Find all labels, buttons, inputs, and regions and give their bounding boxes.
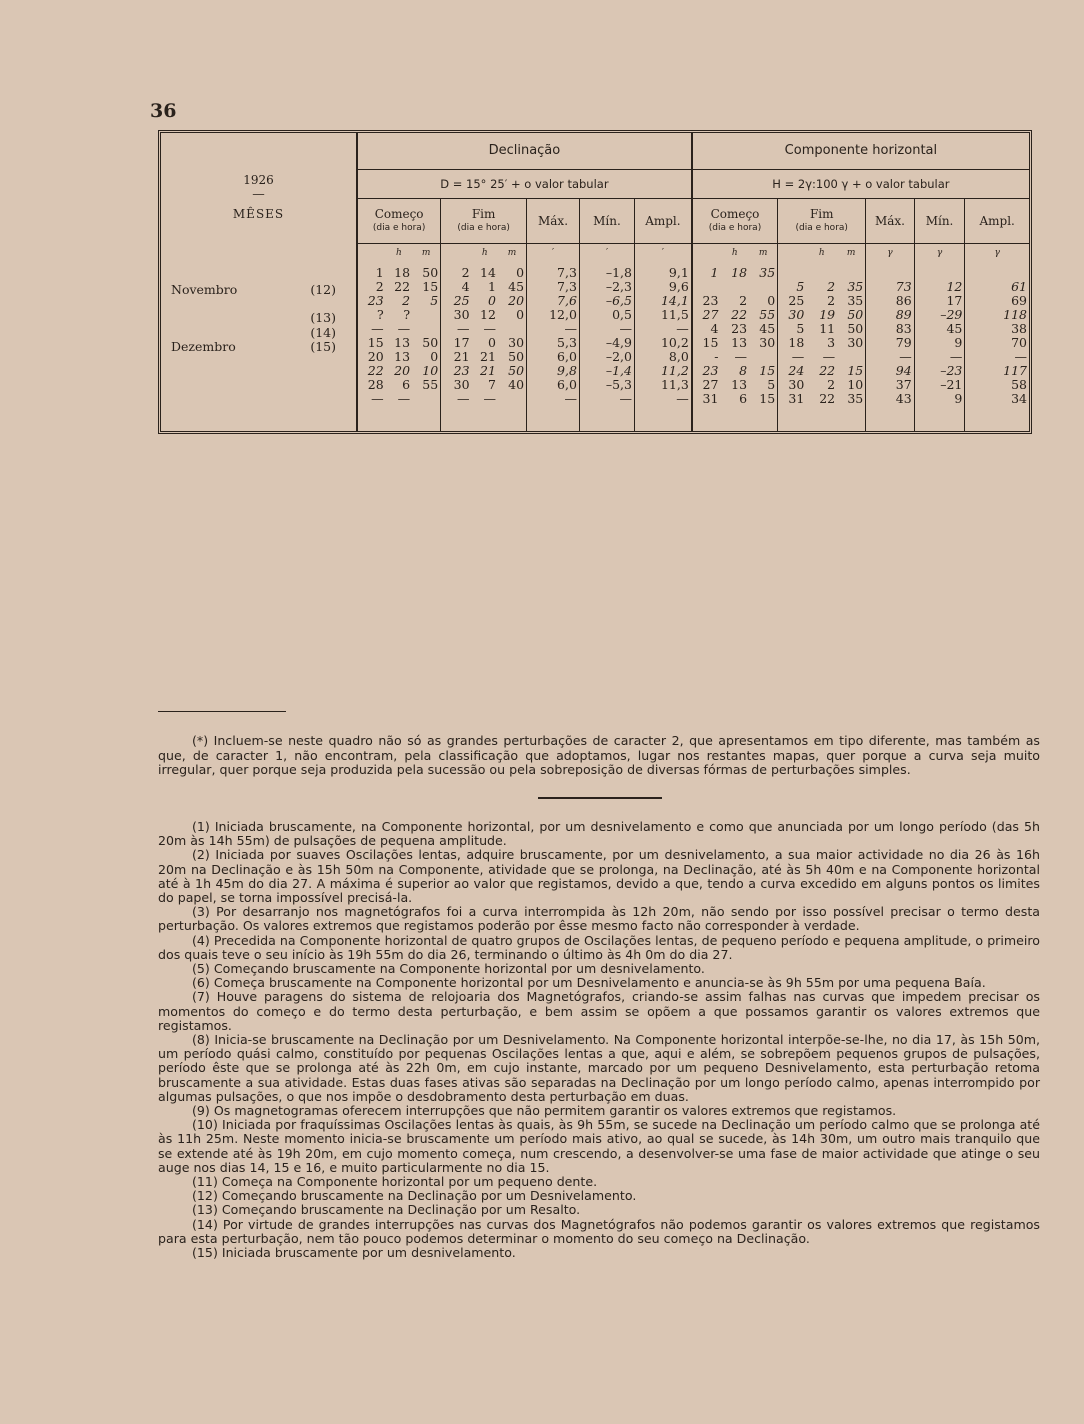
table-cell: 12 [946, 279, 963, 294]
table-cell: 40 [508, 377, 525, 392]
table-cell: 20 [367, 349, 384, 364]
table-cell: 9,8 [557, 363, 577, 378]
month-label-row [171, 297, 336, 311]
table-cell: 7,3 [557, 265, 577, 280]
table-cell: 30 [508, 335, 525, 350]
column-h-min [914, 262, 965, 431]
table-cell: 2 [402, 293, 411, 308]
table-cell: 2 [461, 265, 470, 280]
table-cell: 35 [847, 293, 864, 308]
table-cell: 0 [488, 293, 496, 308]
table-cell: — [822, 349, 836, 364]
footnote-star: (*) Incluem-se neste quadro não só as grandes perturbações de caracter 2, que apresentamos em tipo diferente, mas também as que, de caracter 1, não encontram, pela classificação que adoptamos, lugar nos restantes mapas, quer porque a curva seja muito irregular, quer porque seja produzida pela sucessão ou pela sobreposição de diversas fórmas de perturbações simples. [158, 733, 1040, 778]
column-h-cm [749, 262, 778, 431]
month-label-row [171, 340, 336, 354]
perturbations-table [158, 130, 1032, 434]
table-cell: — [1014, 349, 1027, 364]
table-cell: — [397, 321, 411, 336]
table-cell: 15 [422, 279, 439, 294]
table-cell: 23 [367, 293, 384, 308]
table-cell: 55 [759, 307, 776, 322]
table-cell: 22 [731, 307, 748, 322]
table-cell: — [734, 349, 748, 364]
table-cell: 18 [394, 265, 411, 280]
table-cell: 28 [367, 377, 384, 392]
table-cell: — [483, 391, 496, 406]
note-item: (8) Inicia-se bruscamente na Declinação por um Desnivelamento. Na Componente horizontal interpõe-se-lhe, no dia 17, às 15h 50m, um período quási calmo, constituído por pequenas Oscilações lentas a que, aqui e além, se sobrepõem pequenos grupos de pulsações, período êste que se prolonga até às 22h 0m, em cujo instante, marcado por um pequeno Desnivelamento, esta perturbação retoma bruscamente a sua atividade. Estas duas fases ativas são separadas na Declinação por um longo período calmo, apenas interrompido por algumas pulsações, o que nos impõe o desdobramento desta perturbação em duas. [158, 1032, 1040, 1104]
table-cell: 0 [430, 349, 439, 364]
table-cell: 34 [1011, 391, 1027, 406]
table-cell: 15 [759, 391, 776, 406]
table-cell: 8 [739, 363, 748, 378]
table-cell: 43 [895, 391, 912, 406]
table-cell: — [371, 321, 384, 336]
table-cell: 50 [422, 335, 439, 350]
column-d-fd [441, 262, 472, 431]
horizontal-ampl-header: Ampl. [965, 199, 1029, 244]
table-cell: 22 [394, 279, 411, 294]
table-cell [722, 280, 747, 294]
table-cell: 35 [759, 265, 776, 280]
table-cell [868, 266, 911, 280]
table-cell: 23 [702, 363, 719, 378]
table-cell: 6,0 [557, 377, 577, 392]
table-cell: 0 [767, 293, 776, 308]
table-cell: 24 [788, 363, 805, 378]
note-ref: (12) [310, 282, 336, 297]
column-d-amp [635, 262, 692, 431]
month-name: Dezembro [171, 338, 236, 354]
table-cell: –23 [940, 363, 963, 378]
column-d-fm [498, 262, 527, 431]
table-cell [751, 350, 775, 364]
table-cell: 4 [710, 321, 719, 336]
table-cell: 9 [954, 335, 963, 350]
units-row: h m h m ′ ′ ′ h m h m γ γ γ [161, 244, 1029, 263]
table-cell: 9,6 [668, 279, 689, 294]
table-cell: 15 [702, 335, 719, 350]
month-labels [171, 283, 336, 354]
table-cell: 11 [819, 321, 836, 336]
table-cell: 94 [895, 363, 912, 378]
table-cell: 73 [895, 279, 912, 294]
table-cell: ? [403, 307, 411, 322]
table-cell: 10 [847, 377, 864, 392]
table-cell: 31 [702, 391, 719, 406]
table-cell: — [791, 349, 805, 364]
notes-divider [538, 797, 662, 799]
table-cell: 7,6 [557, 293, 577, 308]
horizontal-fim-header: Fim (dia e hora) [778, 199, 866, 244]
table-cell: 1 [488, 279, 496, 294]
column-h-max [866, 262, 914, 431]
table-cell: 58 [1011, 377, 1027, 392]
year-dash: — [252, 186, 265, 201]
table-cell: 10 [422, 363, 439, 378]
table-cell: — [676, 391, 689, 406]
table-cell: 45 [508, 279, 525, 294]
table-cell: — [371, 391, 384, 406]
months-label: MÊSES [232, 207, 285, 221]
note-item: (11) Começa na Componente horizontal por um pequeno dente. [192, 1174, 598, 1190]
table-cell: 17 [946, 293, 963, 308]
column-h-fd [778, 262, 807, 431]
column-d-cm [412, 262, 441, 431]
table-cell: 20 [508, 293, 525, 308]
table-cell: — [619, 321, 632, 336]
table-cell: 2 [827, 293, 836, 308]
table-cell: 50 [847, 321, 864, 336]
table-cell: –4,9 [605, 335, 632, 350]
column-h-fm [837, 262, 866, 431]
table-cell: –2,3 [605, 279, 632, 294]
table-cell [695, 280, 719, 294]
table-cell [414, 308, 438, 322]
table-cell: 8,0 [668, 349, 689, 364]
table-cell: — [457, 391, 470, 406]
table-cell: 45 [946, 321, 963, 336]
table-cell: 35 [847, 279, 864, 294]
month-label-row [171, 326, 336, 340]
note-item: (1) Iniciada bruscamente, na Componente horizontal, por um desnivelamento e como que anunciada por um longo período (das 5h 20m às 14h 55m) de pulsações de pequena amplitude. [158, 819, 1040, 849]
table-cell: 30 [788, 307, 805, 322]
note-item: (5) Começando bruscamente na Componente horizontal por um desnivelamento. [192, 961, 705, 977]
declinacao-fim-header: Fim (dia e hora) [441, 199, 527, 244]
note-ref: (14) [310, 324, 336, 340]
table-cell: 5 [796, 321, 805, 336]
table-cell: 23 [702, 293, 719, 308]
note-item: (15) Iniciada bruscamente por um desnivelamento. [192, 1245, 516, 1261]
note-item: (10) Iniciada por fraquíssimas Oscilações lentas às quais, às 9h 55m, se sucede na Declinação um período calmo que se prolonga até às 11h 25m. Neste momento inicia-se bruscamente um período mais ativo, ao qual se sucede, às 14h 30m, um outro mais tranquilo que se extende até às 19h 20m, em cujo momento começa, num crescendo, a desenvolver-se uma fase de maior actividade que atinge o seu auge nos dias 14, 15 e 16, e muito particularmente no dia 15. [158, 1117, 1040, 1175]
column-h-amp [965, 262, 1029, 431]
table-cell: 2 [375, 279, 384, 294]
column-d-ch [386, 262, 412, 431]
note-item: (7) Houve paragens do sistema de relojoaria dos Magnetógrafos, criando-se assim falhas nas curvas que impedem precisar os momentos do começo e do termo desta perturbação, e bem assim se opõem a que possamos garantir os valores extremos que registamos. [158, 989, 1040, 1033]
table-cell: 13 [394, 335, 411, 350]
table-cell [808, 266, 835, 280]
table-cell: 38 [1011, 321, 1027, 336]
table-cell [500, 322, 524, 336]
table-cell: — [397, 391, 411, 406]
declinacao-max-header: Máx. [527, 199, 580, 244]
horizontal-max-header: Máx. [866, 199, 914, 244]
table-cell: 21 [453, 349, 470, 364]
table-cell: –2,0 [605, 349, 632, 364]
note-item: (2) Iniciada por suaves Oscilações lentas, adquire bruscamente, por um desnivelamento, a sua maior actividade no dia 26 às 16h 20m na Declinação e às 15h 50m na Componente, atividade que se prolonga, na Declinação, até às 5h 40m e na Componente horizontal até à 1h 45m do dia 27. A máxima é superior ao valor que registamos, devido a que, tendo a curva excedido em alguns pontos os limites do papel, se torna impossível precisá-la. [158, 847, 1040, 906]
note-item: (14) Por virtude de grandes interrupções nas curvas dos Magnetógrafos não podemos garantir os valores extremos que registamos para esta perturbação, nem tão pouco podemos determinar o momento do seu começo na Declinação. [158, 1216, 1040, 1246]
table-cell: 0 [516, 265, 525, 280]
month-label-row [171, 283, 336, 297]
table-cell: 45 [759, 321, 776, 336]
table-cell: –21 [940, 377, 963, 392]
note-item: (4) Precedida na Componente horizontal de quatro grupos de Oscilações lentas, de pequeno período e pequena amplitude, o primeiro dos quais teve o seu início às 19h 55m do dia 26, terminando o último às 4h 0m do dia 27. [158, 932, 1040, 962]
page-number: 36 [150, 100, 177, 122]
note-item: (3) Por desarranjo nos magnetógrafos foi a curva interrompida às 12h 20m, não sendo por isso possível precisar o termo desta perturbação. Os valores extremos que registamos poderão por êsse mesmo facto não corresponder à verdade. [158, 904, 1040, 934]
table-cell: 0,5 [612, 307, 632, 322]
table-cell: 12 [480, 307, 496, 322]
month-label-row [171, 311, 336, 325]
table-cell: 22 [819, 391, 836, 406]
table-cell: 0 [488, 335, 496, 350]
table-cell: 23 [731, 321, 748, 336]
table-cell [967, 266, 1027, 280]
table-cell: 18 [731, 265, 748, 280]
table-cell: 13 [394, 349, 411, 364]
table-cell: –1,8 [605, 265, 632, 280]
table-cell: 1 [710, 265, 719, 280]
declinacao-ampl-header: Ampl. [635, 199, 692, 244]
table-cell: 37 [895, 377, 912, 392]
table-cell: 69 [1011, 293, 1027, 308]
table-cell [500, 392, 524, 406]
horizontal-title: Componente horizontal [692, 133, 1029, 170]
table-cell [839, 350, 863, 364]
table-cell: 27 [702, 377, 719, 392]
table-cell: 30 [847, 335, 864, 350]
table-cell: 50 [508, 363, 525, 378]
table-cell: 5,3 [557, 335, 577, 350]
table-cell: 10,2 [660, 335, 689, 350]
table-cell [780, 266, 804, 280]
table-cell: 19 [819, 307, 836, 322]
table-cell: 23 [453, 363, 470, 378]
table-cell: 83 [895, 321, 912, 336]
table-cell: 1 [375, 265, 384, 280]
table-cell: — [564, 391, 577, 406]
table-cell: 20 [394, 363, 411, 378]
horizontal-formula: H = 2γ:100 γ + o valor tabular [692, 170, 1029, 199]
table-cell: 14 [480, 265, 496, 280]
table-cell: 86 [895, 293, 912, 308]
table-cell: 55 [422, 377, 439, 392]
table-cell [751, 280, 775, 294]
table-cell [414, 322, 438, 336]
table-cell: 3 [827, 335, 836, 350]
table-cell: 35 [847, 391, 864, 406]
table-cell: 5 [796, 279, 805, 294]
declinacao-formula: D = 15° 25′ + o valor tabular [357, 170, 692, 199]
table-cell: 7 [488, 377, 496, 392]
table-cell: 50 [847, 307, 864, 322]
table-cell: –29 [940, 307, 963, 322]
table-cell: 31 [788, 391, 805, 406]
year-label: 1926 [243, 173, 274, 187]
table-cell: 13 [731, 377, 748, 392]
table-cell [839, 266, 863, 280]
column-d-max [527, 262, 580, 431]
table-cell: 11,2 [660, 363, 689, 378]
table-cell: –1,4 [605, 363, 632, 378]
table-cell: 50 [508, 349, 525, 364]
horizontal-comeco-header: Começo (dia e hora) [692, 199, 778, 244]
table-cell [917, 266, 963, 280]
table-cell: 22 [819, 363, 836, 378]
table-cell: 9,1 [668, 265, 689, 280]
note-item: (13) Começando bruscamente na Declinação por um Resalto. [192, 1202, 581, 1218]
table-cell: 2 [827, 377, 836, 392]
table-cell: 50 [422, 265, 439, 280]
table-cell: –5,3 [605, 377, 632, 392]
table-cell: 15 [367, 335, 384, 350]
table-cell: 11,3 [660, 377, 689, 392]
table-cell: 70 [1011, 335, 1027, 350]
table-cell: 30 [759, 335, 776, 350]
table-cell: — [457, 321, 470, 336]
note-item: (12) Começando bruscamente na Declinação por um Desnivelamento. [192, 1188, 637, 1204]
table-cell: 12,0 [549, 307, 577, 322]
table-cell: 17 [453, 335, 470, 350]
column-d-min [579, 262, 634, 431]
column-h-cd [692, 262, 721, 431]
note-item: (9) Os magnetogramas oferecem interrupções que não permitem garantir os valores extremos que registamos. [192, 1103, 897, 1119]
declinacao-min-header: Mín. [579, 199, 634, 244]
table-cell: 21 [480, 349, 496, 364]
table-cell: 4 [461, 279, 470, 294]
table-cell: 9 [954, 391, 963, 406]
notes-list [158, 820, 1040, 1260]
table-cell: 7,3 [557, 279, 577, 294]
table-cell: 11,5 [660, 307, 689, 322]
table-cell: 2 [827, 279, 836, 294]
declinacao-comeco-header: Começo (dia e hora) [357, 199, 441, 244]
table-cell: - [714, 349, 719, 364]
table-cell: 6,0 [557, 349, 577, 364]
table-cell: ? [376, 307, 384, 322]
table-cell: 22 [367, 363, 384, 378]
column-d-cd [357, 262, 386, 431]
table-cell: 15 [847, 363, 864, 378]
table-cell: — [483, 321, 496, 336]
note-ref: (13) [310, 310, 336, 326]
table-cell: 6 [739, 391, 748, 406]
declinacao-title: Declinação [357, 133, 692, 170]
note-ref: (15) [310, 338, 336, 354]
month-name: Novembro [171, 282, 238, 297]
table-cell: — [564, 321, 577, 336]
table-cell: 15 [759, 363, 776, 378]
table-cell: 21 [480, 363, 496, 378]
table-cell: 2 [739, 293, 748, 308]
table-cell: 5 [767, 377, 776, 392]
column-h-fh [806, 262, 837, 431]
table-cell: 14,1 [660, 293, 689, 308]
table-cell: 30 [453, 377, 470, 392]
table-cell: 89 [895, 307, 912, 322]
table-cell: — [619, 391, 632, 406]
table-cell: –6,5 [605, 293, 632, 308]
horizontal-min-header: Mín. [914, 199, 965, 244]
table-cell: 30 [788, 377, 805, 392]
table-cell: 25 [453, 293, 470, 308]
table-cell: 13 [731, 335, 748, 350]
table-cell: 5 [430, 293, 439, 308]
table-cell: 0 [516, 307, 525, 322]
table-cell: 117 [1003, 363, 1027, 378]
table-cell: — [676, 321, 689, 336]
table-cell [414, 392, 438, 406]
table-cell: 18 [788, 335, 805, 350]
table-cell: — [949, 349, 963, 364]
table-cell: 25 [788, 293, 805, 308]
table-cell: 30 [453, 307, 470, 322]
footnote-rule [158, 711, 286, 712]
table-cell: 118 [1003, 307, 1027, 322]
table-cell: — [899, 349, 912, 364]
table-cell: 61 [1011, 279, 1027, 294]
note-item: (6) Começa bruscamente na Componente horizontal por um Desnivelamento e anuncia-se às 9h 55m por uma pequena Baía. [192, 975, 986, 991]
table-cell: 27 [702, 307, 719, 322]
table-cell: 79 [895, 335, 912, 350]
table-cell: 6 [402, 377, 411, 392]
column-h-ch [720, 262, 749, 431]
column-d-fh [472, 262, 498, 431]
